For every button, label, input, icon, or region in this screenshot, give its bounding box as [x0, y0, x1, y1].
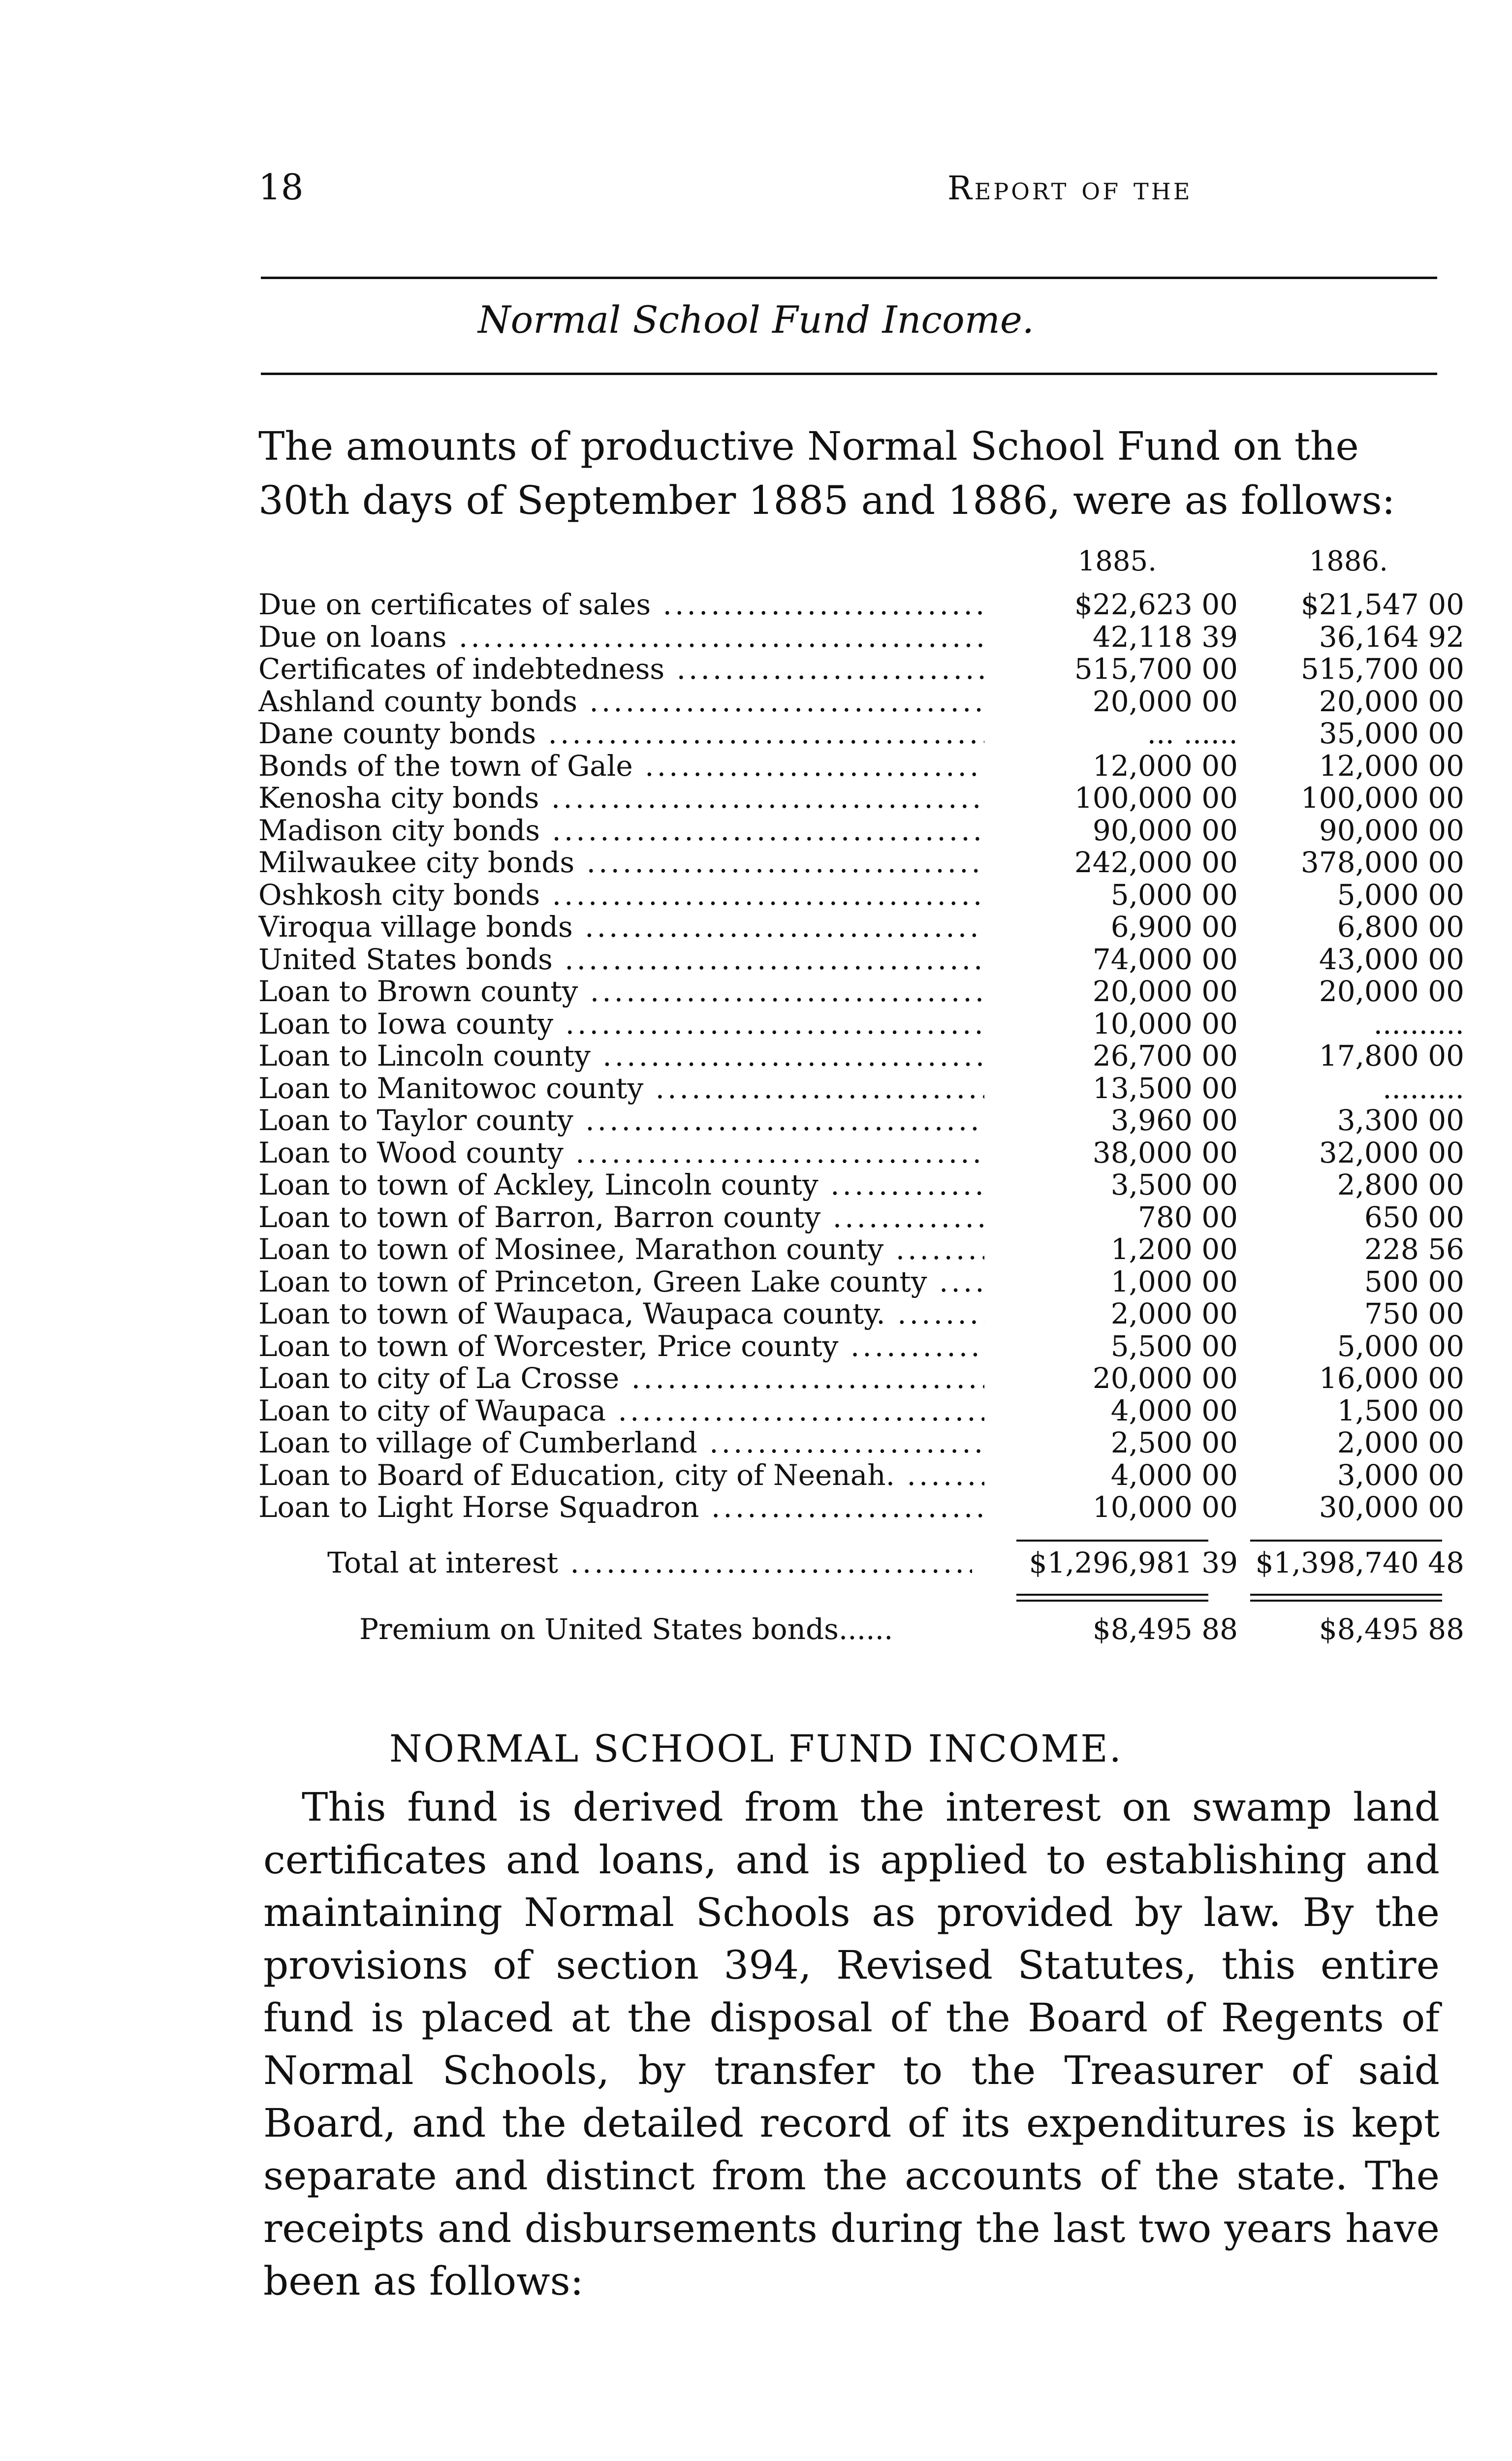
premium-1885: $8,495 88 [1092, 1612, 1238, 1646]
row-value-1886: 650 00 [1364, 1200, 1464, 1234]
row-value-1885: 2,000 00 [1110, 1297, 1238, 1330]
row-value-1885: 3,960 00 [1110, 1104, 1238, 1137]
row-label: Due on certificates of sales ..... [258, 589, 984, 621]
row-value-1886: 3,000 00 [1337, 1458, 1464, 1492]
total-1885: $1,296,981 39 [1029, 1546, 1238, 1579]
row-label: Loan to town of Worcester, Price county ..... [258, 1330, 984, 1363]
table-row [258, 1393, 1464, 1427]
running-head: Report of the [947, 169, 1193, 207]
row-label: Loan to city of Waupaca ..... [258, 1395, 984, 1427]
double-rule-1885-a [1016, 1594, 1208, 1596]
row-label: Viroqua village bonds ..... [258, 911, 984, 944]
table-row [258, 717, 1464, 750]
table-row [258, 942, 1464, 976]
row-value-1886: 12,000 00 [1319, 749, 1464, 783]
row-value-1885: 3,500 00 [1110, 1168, 1238, 1201]
row-value-1886: 30,000 00 [1319, 1490, 1464, 1524]
row-value-1885: $22,623 00 [1074, 588, 1238, 621]
row-label: Milwaukee city bonds ..... [258, 847, 984, 879]
table-row [258, 1490, 1464, 1524]
row-label: Loan to town of Ackley, Lincoln county ..... [258, 1169, 984, 1201]
row-label: Bonds of the town of Gale ..... [258, 750, 984, 783]
table-row [258, 1200, 1464, 1234]
intro-line-1: The amounts of productive Normal School Fund on the [258, 423, 1359, 469]
row-value-1886: 16,000 00 [1319, 1361, 1464, 1395]
row-label: Loan to Light Horse Squadron ..... [258, 1491, 984, 1524]
intro-line-2: 30th days of September 1885 and 1886, were as follows: [258, 477, 1395, 523]
row-value-1885: 20,000 00 [1092, 684, 1238, 718]
row-label: Madison city bonds ..... [258, 815, 984, 847]
column-header-1885: 1885. [1077, 545, 1157, 577]
row-label: Loan to Board of Education, city of Neenah. ..... [258, 1459, 984, 1492]
row-value-1885: 1,000 00 [1110, 1264, 1238, 1298]
row-value-1885: 515,700 00 [1074, 652, 1238, 686]
row-value-1886: 515,700 00 [1300, 652, 1464, 686]
table-row [258, 1039, 1464, 1073]
body-paragraph: This fund is derived from the interest on swamp land certificates and loans, and is applied to establishing and maintaining Normal Schools as provided by law. By the provisions of section 394, Revised Statutes, this entire fund is placed at the disposal of the Board of Regents of Normal Schools, by transfer to the Treasurer of said Board, and the detailed record of its expenditures is kept separate and distinct from the accounts of the state. The receipts and disbursements during the last two years have been as follows: [263, 1784, 1440, 2304]
row-value-1886: 100,000 00 [1300, 781, 1464, 815]
row-value-1885: 26,700 00 [1092, 1039, 1238, 1073]
section-subtitle: Normal School Fund Income. [478, 298, 1034, 342]
row-value-1886: 36,164 92 [1319, 620, 1464, 654]
table-row [258, 1297, 1464, 1330]
premium-row [258, 1612, 1464, 1646]
row-value-1886: 32,000 00 [1319, 1136, 1464, 1169]
row-label: Certificates of indebtedness ..... [258, 653, 984, 686]
table-row [258, 684, 1464, 718]
row-value-1886: 1,500 00 [1337, 1393, 1464, 1427]
premium-label: Premium on United States bonds...... [359, 1612, 893, 1646]
table-row [258, 1007, 1464, 1041]
page-header [258, 166, 1440, 206]
row-label: Loan to Brown county ..... [258, 976, 984, 1008]
page-number: 18 [258, 166, 304, 208]
row-label: Dane county bonds ..... [258, 718, 984, 750]
row-label: Loan to Taylor county ..... [258, 1104, 984, 1137]
total-1886: $1,398,740 48 [1255, 1546, 1464, 1579]
row-value-1886: 228 56 [1364, 1232, 1464, 1266]
table-row [258, 1361, 1464, 1395]
row-label: Loan to Lincoln county ..... [258, 1040, 984, 1073]
table-row [258, 1071, 1464, 1105]
table-row [258, 620, 1464, 654]
row-value-1886: 378,000 00 [1300, 846, 1464, 879]
subtitle-rule [261, 373, 1437, 375]
column-header-1886: 1886. [1309, 545, 1388, 577]
sum-rule-1885 [1016, 1540, 1208, 1542]
row-label: Loan to village of Cumberland ..... [258, 1427, 984, 1459]
total-row [258, 1546, 1464, 1580]
double-rule-1885-b [1016, 1600, 1208, 1602]
table-row [258, 910, 1464, 944]
row-value-1885: 100,000 00 [1074, 781, 1238, 815]
row-value-1885: ... ...... [1147, 717, 1238, 750]
row-label: Loan to Wood county ..... [258, 1137, 984, 1169]
table-row [258, 588, 1464, 621]
row-value-1885: 13,500 00 [1092, 1071, 1238, 1105]
table-row [258, 1426, 1464, 1459]
row-label: Loan to Manitowoc county ..... [258, 1073, 984, 1105]
row-value-1886: 20,000 00 [1319, 684, 1464, 718]
row-value-1885: 38,000 00 [1092, 1136, 1238, 1169]
row-value-1886: 43,000 00 [1319, 942, 1464, 976]
row-value-1885: 20,000 00 [1092, 975, 1238, 1008]
row-label: Kenosha city bonds ..... [258, 782, 984, 815]
row-value-1886: 2,000 00 [1337, 1426, 1464, 1459]
row-value-1886: .......... [1373, 1007, 1464, 1041]
table-row [258, 781, 1464, 815]
sum-rule-1886 [1250, 1540, 1442, 1542]
fund-table [258, 588, 1464, 1524]
row-value-1886: 17,800 00 [1319, 1039, 1464, 1073]
row-label: Loan to town of Waupaca, Waupaca county. ..... [258, 1298, 984, 1330]
row-value-1885: 42,118 39 [1092, 620, 1238, 654]
row-value-1886: ......... [1383, 1071, 1464, 1105]
row-label: Loan to city of La Crosse ..... [258, 1362, 984, 1395]
row-value-1886: 2,800 00 [1337, 1168, 1464, 1201]
table-row [258, 846, 1464, 879]
row-label: Loan to Iowa county ..... [258, 1008, 984, 1041]
row-value-1885: 1,200 00 [1110, 1232, 1238, 1266]
intro-paragraph [258, 419, 1437, 528]
row-value-1886: 35,000 00 [1319, 717, 1464, 750]
row-value-1885: 10,000 00 [1092, 1007, 1238, 1041]
double-rule-1886-a [1250, 1594, 1442, 1596]
row-value-1885: 6,900 00 [1110, 910, 1238, 944]
row-label: United States bonds ..... [258, 944, 984, 976]
row-value-1886: 750 00 [1364, 1297, 1464, 1330]
row-label: Loan to town of Princeton, Green Lake county ..... [258, 1266, 984, 1298]
row-value-1885: 74,000 00 [1092, 942, 1238, 976]
row-value-1886: 500 00 [1364, 1264, 1464, 1298]
row-label: Oshkosh city bonds ..... [258, 879, 984, 912]
row-value-1886: 6,800 00 [1337, 910, 1464, 944]
row-value-1885: 90,000 00 [1092, 813, 1238, 847]
table-row [258, 975, 1464, 1008]
table-row [258, 1136, 1464, 1169]
row-value-1886: 5,000 00 [1337, 1329, 1464, 1363]
table-row [258, 1232, 1464, 1266]
row-value-1885: 5,000 00 [1110, 878, 1238, 912]
row-value-1886: 20,000 00 [1319, 975, 1464, 1008]
row-value-1885: 4,000 00 [1110, 1393, 1238, 1427]
row-label: Due on loans ..... [258, 621, 984, 654]
row-value-1885: 2,500 00 [1110, 1426, 1238, 1459]
table-row [258, 749, 1464, 783]
row-value-1885: 10,000 00 [1092, 1490, 1238, 1524]
row-value-1886: 90,000 00 [1319, 813, 1464, 847]
row-value-1885: 780 00 [1138, 1200, 1238, 1234]
row-value-1885: 12,000 00 [1092, 749, 1238, 783]
row-value-1885: 242,000 00 [1074, 846, 1238, 879]
table-row [258, 1458, 1464, 1492]
table-row [258, 878, 1464, 912]
row-value-1885: 5,500 00 [1110, 1329, 1238, 1363]
row-value-1886: $21,547 00 [1300, 588, 1464, 621]
table-row [258, 652, 1464, 686]
table-row [258, 1168, 1464, 1201]
total-label: Total at interest ..... [327, 1546, 972, 1580]
double-rule-1886-b [1250, 1600, 1442, 1602]
table-row [258, 813, 1464, 847]
premium-1886: $8,495 88 [1319, 1612, 1464, 1646]
table-row [258, 1329, 1464, 1363]
row-value-1885: 20,000 00 [1092, 1361, 1238, 1395]
row-value-1886: 5,000 00 [1337, 878, 1464, 912]
row-label: Loan to town of Barron, Barron county ..... [258, 1201, 984, 1234]
row-label: Ashland county bonds ..... [258, 686, 984, 718]
row-label: Loan to town of Mosinee, Marathon county ..... [258, 1233, 984, 1266]
row-value-1886: 3,300 00 [1337, 1104, 1464, 1137]
row-value-1885: 4,000 00 [1110, 1458, 1238, 1492]
table-row [258, 1104, 1464, 1137]
header-rule [261, 277, 1437, 279]
table-row [258, 1264, 1464, 1298]
section-heading: NORMAL SCHOOL FUND INCOME. [389, 1727, 1123, 1770]
